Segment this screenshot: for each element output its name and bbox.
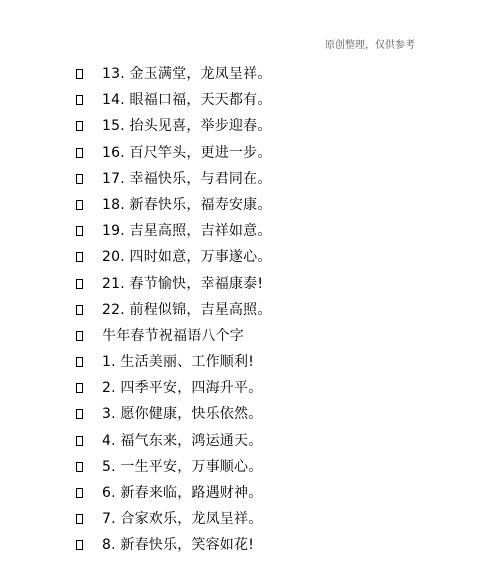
square-bullet-icon [76, 383, 83, 393]
list-item [0, 218, 500, 244]
list-item-text: 1. 生活美丽、工作顺利! [102, 354, 255, 371]
list-item-text: 21. 春节愉快，幸福康泰! [102, 275, 264, 292]
list-item-text: 18. 新春快乐，福寿安康。 [102, 196, 272, 213]
list-item [0, 375, 500, 401]
list-item [0, 349, 500, 375]
square-bullet-icon [76, 331, 83, 341]
square-bullet-icon [76, 488, 83, 498]
list-item-text: 17. 幸福快乐，与君同在。 [102, 170, 272, 187]
list-item [0, 401, 500, 427]
square-bullet-icon [76, 462, 83, 472]
list-item-text: 13. 金玉满堂，龙凤呈祥。 [102, 66, 272, 82]
square-bullet-icon [76, 148, 83, 158]
list-item-text: 15. 抬头见喜，举步迎春。 [102, 118, 272, 135]
list-item [0, 428, 500, 454]
list-item-text: 14. 眼福口福，天天都有。 [102, 92, 272, 109]
square-bullet-icon [76, 540, 83, 550]
square-bullet-icon [76, 174, 83, 184]
list-item [0, 297, 500, 323]
square-bullet-icon [76, 279, 83, 289]
list-item [0, 192, 500, 218]
list-item-text: 5. 一生平安，万事顺心。 [102, 458, 263, 475]
list-item-text: 6. 新春来临，路遇财神。 [102, 485, 263, 501]
list-item [0, 480, 500, 506]
square-bullet-icon [76, 252, 83, 262]
list-item-text: 4. 福气东来，鸿运通天。 [102, 432, 263, 449]
section-heading-text: 牛年春节祝福语八个字 [102, 327, 244, 344]
square-bullet-icon [76, 121, 83, 131]
list-item [0, 532, 500, 558]
square-bullet-icon [76, 226, 83, 236]
list-item [0, 454, 500, 480]
section-heading [0, 323, 500, 349]
list-item-text: 8. 新春快乐，笑容如花! [102, 537, 255, 554]
list-item [0, 271, 500, 297]
list-item [0, 244, 500, 270]
square-bullet-icon [76, 409, 83, 419]
square-bullet-icon [76, 357, 83, 367]
square-bullet-icon [76, 514, 83, 524]
list-item-text: 7. 合家欢乐，龙凤呈祥。 [102, 511, 263, 528]
list-item-text: 20. 四时如意，万事遂心。 [102, 249, 272, 266]
list-item [0, 506, 500, 532]
list-item [0, 113, 500, 139]
square-bullet-icon [76, 69, 83, 79]
list-item-text: 16. 百尺竿头，更进一步。 [102, 144, 272, 161]
list-item-text: 2. 四季平安，四海升平。 [102, 380, 263, 397]
list-item [0, 61, 500, 87]
square-bullet-icon [76, 95, 83, 105]
square-bullet-icon [76, 200, 83, 210]
list-item-text: 22. 前程似锦，吉星高照。 [102, 301, 272, 318]
blessing-list [0, 61, 500, 559]
square-bullet-icon [76, 305, 83, 315]
list-item [0, 140, 500, 166]
list-item-text: 19. 吉星高照，吉祥如意。 [102, 223, 272, 240]
list-item-text: 3. 愿你健康，快乐依然。 [102, 406, 263, 423]
list-item [0, 87, 500, 113]
list-item [0, 166, 500, 192]
square-bullet-icon [76, 436, 83, 446]
header-note: 原创整理，仅供参考 [325, 40, 415, 51]
page-bottom-edge [0, 562, 500, 566]
